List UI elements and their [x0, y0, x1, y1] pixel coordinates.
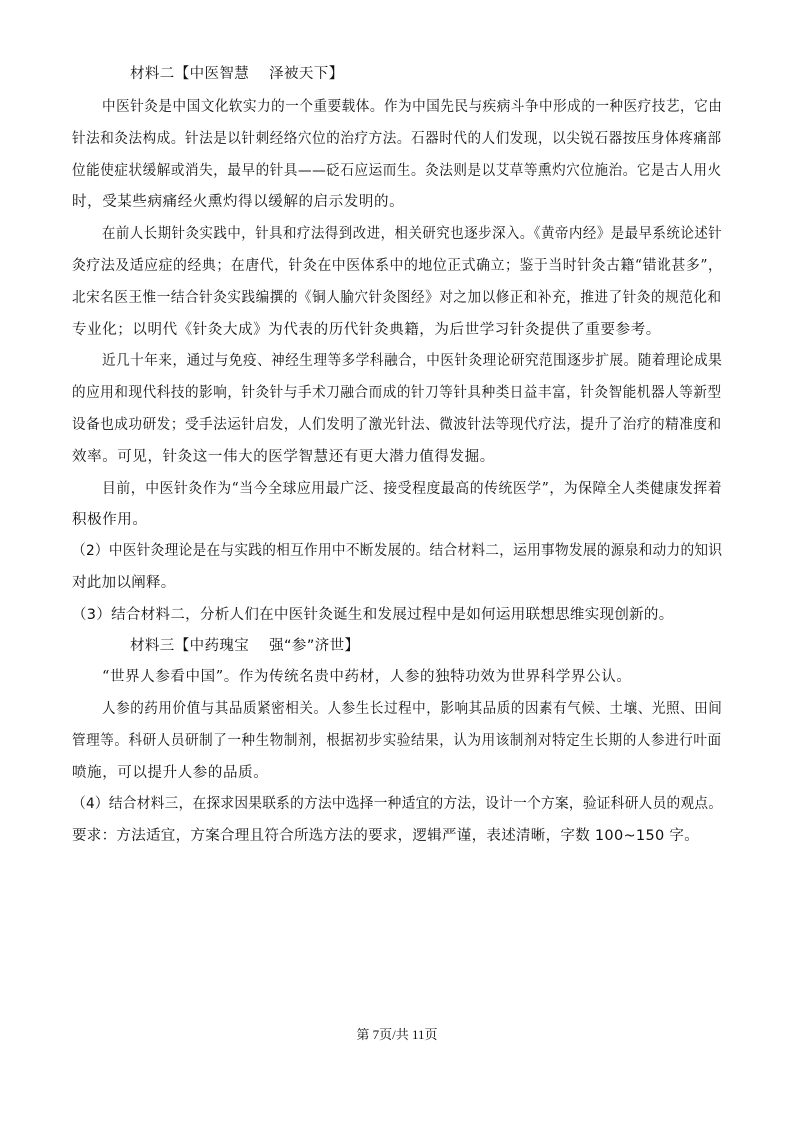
material2-line: 针法和灸法构成。针法是以针刺经络穴位的治疗方法。石器时代的人们发现，以尖锐石器按压身体疼痛部 [72, 131, 722, 147]
material2-line: 目前，中医针灸作为“当今全球应用最广泛、接受程度最高的传统医学”，为保障全人类健康发挥着 [102, 481, 723, 497]
question-2-continued: 对此加以阐释。 [72, 575, 176, 591]
material3-line: 喷施，可以提升人参的品质。 [72, 765, 269, 781]
material3-heading: 材料三【中药瑰宝 强“参”济世】 [130, 638, 360, 654]
material2-line: 近几十年来，通过与免疫、神经生理等多学科融合，中医针灸理论研究范围逐步扩展。随着理论成果 [102, 353, 723, 369]
material2-line: 中医针灸是中国文化软实力的一个重要载体。作为中国先民与疾病斗争中形成的一种医疗技艺，它由 [102, 99, 723, 115]
material3-line: 管理等。科研人员研制了一种生物制剂，根据初步实验结果，认为用该制剂对特定生长期的人参进行叶面 [72, 733, 722, 749]
material2-line: 灸疗法及适应症的经典；在唐代，针灸在中医体系中的地位正式确立；鉴于当时针灸古籍“错讹甚多”， [72, 258, 723, 274]
question-3: （3）结合材料二，分析人们在中医针灸诞生和发展过程中是如何运用联想思维实现创新的。 [72, 607, 674, 623]
material2-line: 设备也成功研发；受手法运针启发，人们发明了激光针法、微波针法等现代疗法，提升了治疗的精准度和 [72, 417, 722, 433]
material2-line: 北宋名医王惟一结合针灸实践编撰的《铜人腧穴针灸图经》对之加以修正和补充，推进了针灸的规范化和 [72, 290, 722, 306]
question-2: （2）中医针灸理论是在与实践的相互作用中不断发展的。结合材料二，运用事物发展的源泉和动力的知识 [72, 543, 723, 559]
question-4-requirements: 要求：方法适宜，方案合理且符合所选方法的要求，逻辑严谨，表述清晰，字数 100~150 字。 [72, 828, 700, 844]
material2-heading: 材料二【中医智慧 泽被天下】 [130, 66, 344, 82]
page-number: 第 7页/共 11页 [356, 1027, 438, 1042]
material2-line: 的应用和现代科技的影响，针灸针与手术刀融合而成的针刀等针具种类日益丰富，针灸智能机器人等新型 [72, 385, 722, 401]
material2-line: 积极作用。 [72, 512, 148, 528]
material2-line: 专业化；以明代《针灸大成》为代表的历代针灸典籍，为后世学习针灸提供了重要参考。 [72, 322, 661, 338]
material2-line: 效率。可见，针灸这一伟大的医学智慧还有更大潜力值得发掘。 [72, 449, 495, 465]
material3-line: 人参的药用价值与其品质紧密相关。人参生长过程中，影响其品质的因素有气候、土壤、光照、田间 [102, 701, 723, 717]
material3-line: “世界人参看中国”。作为传统名贵中药材，人参的独特功效为世界科学界公认。 [102, 669, 632, 685]
question-4: （4）结合材料三，在探求因果联系的方法中选择一种适宜的方法，设计一个方案，验证科研人员的观点。 [72, 796, 723, 812]
material2-line: 在前人长期针灸实践中，针具和疗法得到改进，相关研究也逐步深入。《黄帝内经》是最早系统论述针 [102, 226, 723, 242]
material2-line: 位能使症状缓解或消失，最早的针具——砭石应运而生。灸法则是以艾草等熏灼穴位施治。它是古人用火 [72, 163, 722, 179]
material2-line: 时，受某些病痛经火熏灼得以缓解的启示发明的。 [72, 194, 405, 210]
